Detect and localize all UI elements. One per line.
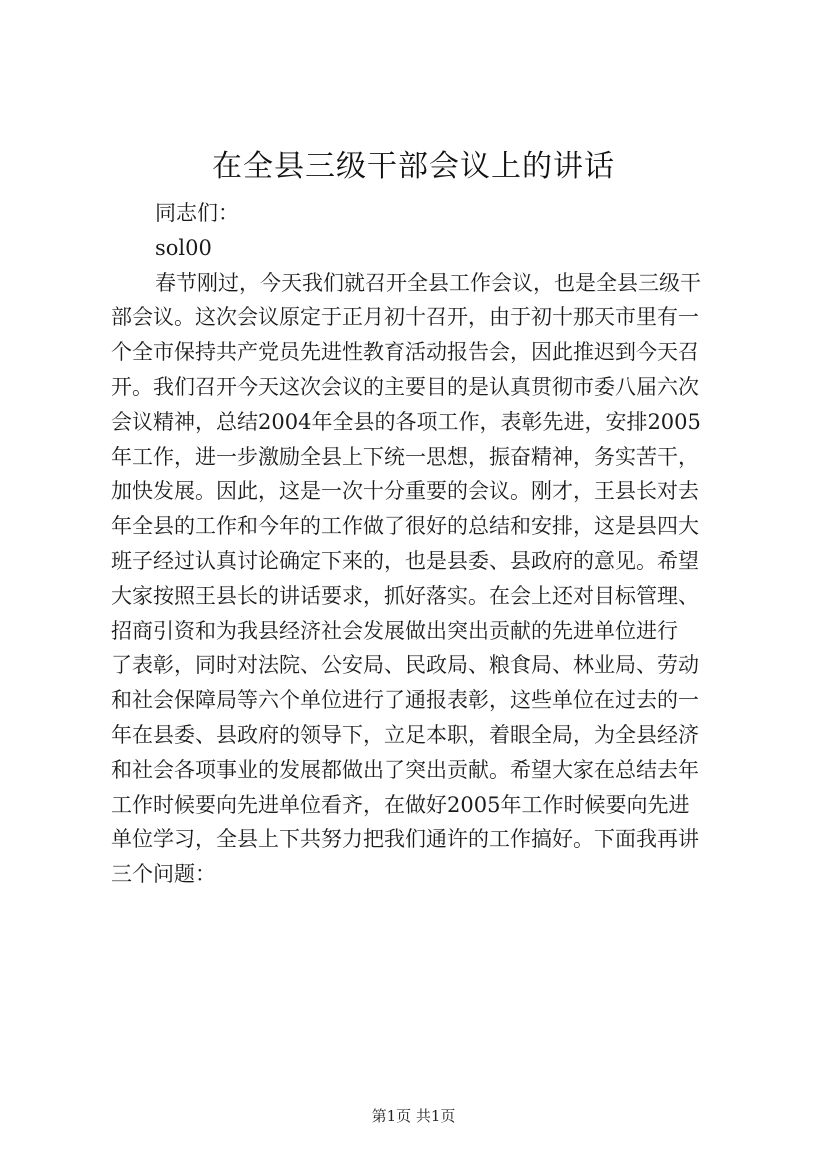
page-number-footer: 第1页 共1页 <box>371 1107 456 1125</box>
paragraph-line: 工作时候要向先进单位看齐，在做好2005年工作时候要向先进 <box>111 792 690 817</box>
paragraph-line: 春节刚过，今天我们就召开全县工作会议，也是全县三级干 <box>155 270 701 295</box>
paragraph-line: 和社会保障局等六个单位进行了通报表彰，这些单位在过去的一 <box>111 688 699 713</box>
paragraph-line: 年工作，进一步激励全县上下统一思想，振奋精神，务实苦干， <box>111 444 699 469</box>
paragraph-line: 大家按照王县长的讲话要求，抓好落实。在会上还对目标管理、 <box>111 583 699 608</box>
document-code: sol00 <box>155 235 212 260</box>
paragraph-line: 招商引资和为我县经济社会发展做出突出贡献的先进单位进行 <box>111 618 678 643</box>
paragraph-line: 三个问题： <box>111 862 216 887</box>
paragraph-line: 了表彰，同时对法院、公安局、民政局、粮食局、林业局、劳动 <box>111 653 699 678</box>
paragraph-line: 个全市保持共产党员先进性教育活动报告会，因此推迟到今天召 <box>111 340 699 365</box>
paragraph-line: 单位学习，全县上下共努力把我们通许的工作搞好。下面我再讲 <box>111 827 699 852</box>
paragraph-line: 年在县委、县政府的领导下，立足本职，着眼全局，为全县经济 <box>111 722 699 747</box>
paragraph-line: 和社会各项事业的发展都做出了突出贡献。希望大家在总结去年 <box>111 757 699 782</box>
salutation: 同志们： <box>155 201 239 225</box>
main-paragraph <box>111 266 741 892</box>
paragraph-line: 会议精神，总结2004年全县的各项工作，表彰先进，安排2005 <box>111 409 701 434</box>
document-body <box>111 196 741 892</box>
document-title: 在全县三级干部会议上的讲话 <box>212 149 615 184</box>
paragraph-line: 班子经过认真讨论确定下来的，也是县委、县政府的意见。希望 <box>111 548 699 573</box>
paragraph-line: 开。我们召开今天这次会议的主要目的是认真贯彻市委八届六次 <box>111 374 699 399</box>
paragraph-line: 年全县的工作和今年的工作做了很好的总结和安排，这是县四大 <box>111 514 699 539</box>
paragraph-line: 部会议。这次会议原定于正月初十召开，由于初十那天市里有一 <box>111 305 699 330</box>
paragraph-line: 加快发展。因此，这是一次十分重要的会议。刚才，王县长对去 <box>111 479 699 504</box>
